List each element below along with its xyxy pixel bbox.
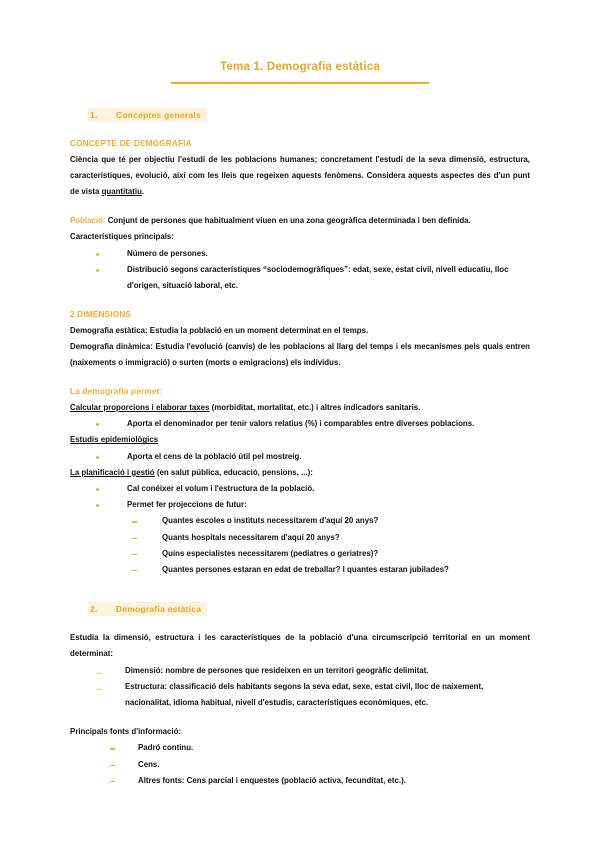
- poblacio-definition: [70, 213, 530, 229]
- dimensions-block: [70, 307, 530, 371]
- permet-lead-2: [70, 432, 530, 448]
- list-item: → Estructura: classificació dels habitants segons la seva edat, sexe, estat civil, lloc de naixement, nacionalitat, idioma habitual, nivell d'estudis, característiques econòmiques, etc.: [70, 679, 530, 711]
- list-item: Padró continu.: [70, 740, 530, 756]
- fonts-informacio-list: [70, 740, 530, 789]
- list-item: Aporta el cens de la població útil pel mostreig.: [70, 449, 530, 465]
- list-item: Aporta el denominador per tenir valors relatius (%) i comparables entre diverses poblacions.: [70, 416, 530, 432]
- list-item: Permet fer projeccions de futur:: [70, 497, 530, 513]
- projeccions-futur-list: [70, 513, 530, 578]
- section-number-2: 2.: [90, 604, 98, 615]
- paragraph-definicio-text: Ciència que té per objectiu l'estudi de les poblacions humanes; concretament l'estudi de la seva dimensió, estructura, característiques, evolució, així com les lleis que regeixen aquests fenòmens. Considera aquests aspectes des d'un punt de vista: [70, 154, 530, 196]
- subheading-demografia-permet: La demografia permet:: [70, 387, 163, 397]
- list-item: Distribució segons característiques “sociodemogràfiques”: edat, sexe, estat civil, nivell educatiu, lloc d'origen, situació laboral, etc.: [70, 262, 530, 294]
- permet-list-2: [70, 449, 530, 465]
- fonts-informacio-label: Principals fonts d'informació:: [70, 727, 182, 737]
- list-item: → Dimensió: nombre de persones que resideixen en un territori geogràfic delimitat.: [70, 663, 530, 679]
- dimensio-dinamica: Demografia dinàmica: Estudia l'evolució (canvis) de les poblacions al llarg del temps i els mecanismes pels quals entren (naixements o immigració) o surten (morts o emigracions) els individus.: [70, 341, 530, 368]
- dimensio-estatica: Demografia estàtica: Estudia la població en un moment determinat en el temps.: [70, 325, 369, 335]
- permet-lead-2-underlined: Estudis epidemiològics: [70, 435, 159, 445]
- section-heading-2: [88, 602, 207, 616]
- section-number-1: 1.: [90, 109, 98, 120]
- fonts-informacio-block: [70, 724, 530, 789]
- poblacio-block: [70, 213, 530, 294]
- subheading-2-dimensions: 2 DIMENSIONS: [70, 310, 132, 320]
- permet-lead-3-underlined: La planificació i gestió: [70, 467, 155, 477]
- paragraph-definicio-demografia: [70, 152, 530, 201]
- list-item: Cal conéixer el volum i l'estructura de la població.: [70, 481, 530, 497]
- concepte-demografia-block: [70, 136, 530, 200]
- page-title: Tema 1. Demografia estàtica: [220, 61, 380, 73]
- permet-lead-1-rest: (morbiditat, mortalitat, etc.) i altres indicadors sanitaris.: [209, 402, 421, 412]
- list-item: Cens.: [70, 757, 530, 773]
- list-item: Quantes escoles o instituts necessitarem d'aquí 20 anys?: [70, 513, 530, 529]
- list-item: Altres fonts: Cens parcial i enquestes (població activa, fecunditat, etc.).: [70, 773, 530, 789]
- caracteristiques-label: Característiques principals:: [70, 232, 174, 242]
- list-item: Quantes persones estaran en edat de treballar? I quantes estaran jubilades?: [70, 562, 530, 578]
- poblacio-text: Conjunt de persones que habitualment viuen en una zona geogràfica determinada i ben definida.: [105, 216, 471, 226]
- permet-list-1: [70, 416, 530, 432]
- demografia-estatica-block: [70, 630, 530, 711]
- title-divider: [171, 82, 429, 84]
- demografia-estatica-arrow-list: [70, 663, 530, 712]
- paragraph-definicio-end: .: [141, 186, 145, 196]
- demografia-permet-block: [70, 384, 530, 578]
- list-item: Número de persones.: [70, 246, 530, 262]
- list-item: Quins especialistes necessitarem (pediatres o geriatres)?: [70, 546, 530, 562]
- subheading-concepte-demografia: CONCEPTE DE DEMOGRAFIA: [70, 138, 192, 148]
- permet-lead-3: [70, 465, 530, 481]
- poblacio-label: Població:: [70, 216, 106, 226]
- section-label-2: Demografia estàtica: [116, 604, 202, 615]
- permet-lead-3-rest: (en salut pública, educació, pensions, ...):: [154, 467, 313, 477]
- section-heading-1: [88, 108, 207, 122]
- list-item: Quants hospitals necessitarem d'aquí 20 anys?: [70, 530, 530, 546]
- permet-lead-1: [70, 400, 530, 416]
- permet-lead-1-underlined: Calcular proporcions i elaborar taxes: [70, 402, 210, 412]
- section-label-1: Conceptes generals: [116, 109, 201, 120]
- paragraph-definicio-underlined: quantitatiu: [101, 186, 142, 196]
- permet-list-3: [70, 481, 530, 513]
- caracteristiques-list: [70, 246, 530, 295]
- demografia-estatica-intro: Estudia la dimensió, estructura i les característiques de la població d'una circumscripció territorial en un moment determinat:: [70, 633, 530, 659]
